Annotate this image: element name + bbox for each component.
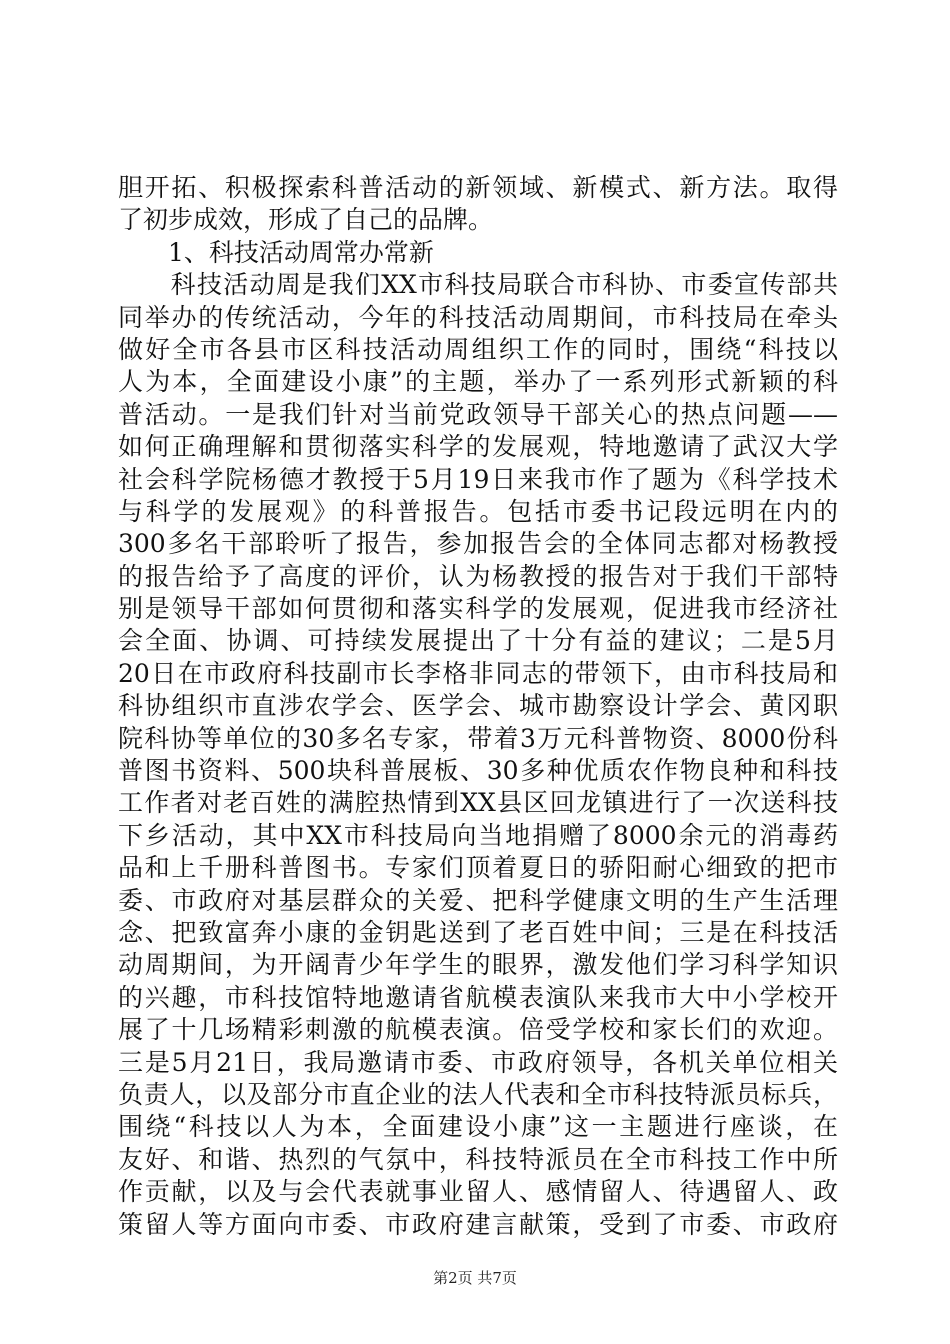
page-number: 第2页 共7页 <box>433 1269 517 1287</box>
text-line: 动周期间，为开阔青少年学生的眼界，激发他们学习科学知识 <box>118 950 838 980</box>
text-line: 的报告给予了高度的评价，认为杨教授的报告对于我们干部特 <box>118 561 838 591</box>
text-line: 胆开拓、积极探索科普活动的新领域、新模式、新方法。取得 <box>118 173 838 202</box>
body-text <box>118 172 838 1241</box>
text-line: 与科学的发展观》的科普报告。包括市委书记段远明在内的 <box>118 496 838 526</box>
text-line: 负责人，以及部分市直企业的法人代表和全市科技特派员标兵， <box>118 1079 838 1109</box>
text-line: 品和上千册科普图书。专家们顶着夏日的骄阳耐心细致的把市 <box>118 853 838 883</box>
text-line: 的兴趣，市科技馆特地邀请省航模表演队来我市大中小学校开 <box>118 982 838 1012</box>
text-line: 围绕“科技以人为本，全面建设小康”这一主题进行座谈，在 <box>118 1112 838 1142</box>
text-line: 三是5月21日，我局邀请市委、市政府领导，各机关单位相关 <box>118 1047 838 1077</box>
text-line: 会全面、协调、可持续发展提出了十分有益的建议；二是5月 <box>118 626 838 656</box>
text-line: 普活动。一是我们针对当前党政领导干部关心的热点问题—— <box>118 399 838 429</box>
text-line: 人为本，全面建设小康”的主题，举办了一系列形式新颖的科 <box>118 367 838 397</box>
text-line: 社会科学院杨德才教授于5月19日来我市作了题为《科学技术 <box>118 464 838 494</box>
text-line: 普图书资料、500块科普展板、30多种优质农作物良种和科技 <box>118 756 838 786</box>
text-line: 工作者对老百姓的满腔热情到XX县区回龙镇进行了一次送科技 <box>118 788 838 818</box>
text-line: 委、市政府对基层群众的关爱、把科学健康文明的生产生活理 <box>118 885 838 915</box>
text-line: 下乡活动，其中XX市科技局向当地捐赠了8000余元的消毒药 <box>118 820 838 850</box>
text-line: 科技活动周是我们XX市科技局联合市科协、市委宣传部共 <box>118 270 838 300</box>
text-line: 如何正确理解和贯彻落实科学的发展观，特地邀请了武汉大学 <box>118 432 838 462</box>
text-line: 别是领导干部如何贯彻和落实科学的发展观，促进我市经济社 <box>118 594 838 624</box>
text-line: 科协组织市直涉农学会、医学会、城市勘察设计学会、黄冈职 <box>118 691 838 721</box>
text-line: 作贡献，以及与会代表就事业留人、感情留人、待遇留人、政 <box>118 1177 838 1207</box>
text-line: 了初步成效，形成了自己的品牌。 <box>118 205 494 235</box>
text-line: 做好全市各县市区科技活动周组织工作的同时，围绕“科技以 <box>118 334 838 364</box>
section-heading: 1、科技活动周常办常新 <box>168 237 434 267</box>
text-line: 同举办的传统活动，今年的科技活动周期间，市科技局在牵头 <box>118 302 838 332</box>
text-line: 展了十几场精彩刺激的航模表演。倍受学校和家长们的欢迎。 <box>118 1015 838 1045</box>
text-line: 友好、和谐、热烈的气氛中，科技特派员在全市科技工作中所 <box>118 1144 838 1174</box>
text-line: 300多名干部聆听了报告，参加报告会的全体同志都对杨教授 <box>118 529 838 559</box>
text-line: 院科协等单位的30多名专家，带着3万元科普物资、8000份科 <box>118 723 838 753</box>
text-line: 策留人等方面向市委、市政府建言献策，受到了市委、市政府 <box>118 1209 838 1239</box>
text-line: 念、把致富奔小康的金钥匙送到了老百姓中间；三是在科技活 <box>118 917 838 947</box>
text-line: 20日在市政府科技副市长李格非同志的带领下，由市科技局和 <box>118 658 838 688</box>
